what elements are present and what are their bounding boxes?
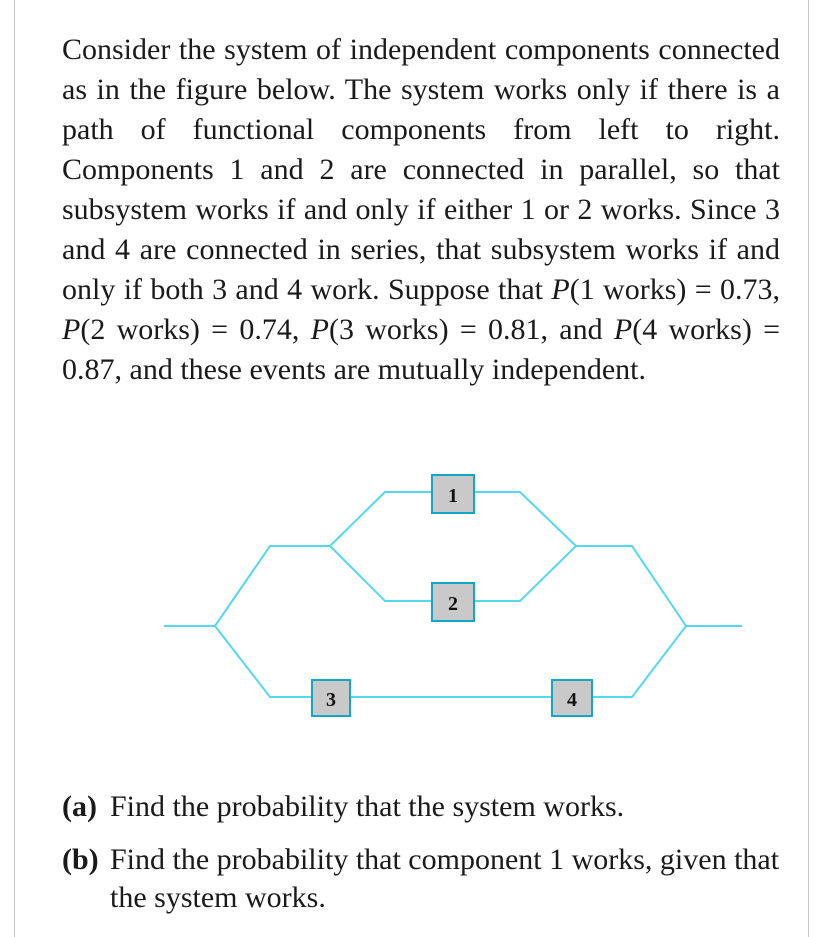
component-2	[432, 583, 474, 621]
component-1-label: 1	[448, 485, 458, 507]
prob-value-2: (2 works) = 0.74,	[80, 313, 311, 346]
parallel-join-bottom	[474, 546, 576, 601]
prob-symbol-2: P	[62, 313, 81, 346]
parallel-split-bottom	[330, 546, 432, 601]
upper-branch-left-diagonal	[215, 546, 330, 626]
problem-text: Consider the system of independent components connected as in the figure below. The system works only if there is a path of functional components from left to right. Components 1 and 2 are connected in parallel, so that subsystem works if and only if either 1 or 2 works. Since 3 and 4 are connected in series, that subsystem works if and only if both 3 and 4 work. Suppose that	[62, 33, 780, 306]
component-4-label: 4	[567, 689, 577, 711]
question-a-label: (a)	[62, 790, 97, 823]
prob-symbol-4: P	[613, 313, 633, 346]
lower-branch-left	[215, 626, 312, 697]
question-list	[62, 788, 782, 932]
component-4	[552, 680, 592, 716]
parallel-join-top	[474, 492, 576, 546]
parallel-split-top	[330, 492, 432, 546]
prob-value-3: (3 works) = 0.81, and	[328, 313, 614, 346]
question-a-text: Find the probability that the system works.	[110, 790, 625, 823]
question-a	[62, 788, 782, 826]
prob-symbol-3: P	[310, 313, 329, 346]
prob-value-4: (4 works) = 0.87, and these events are mutually independent.	[62, 313, 781, 386]
component-2-label: 2	[448, 593, 458, 615]
prob-value-1: (1 works) = 0.73,	[569, 273, 780, 306]
component-3	[312, 680, 350, 716]
component-1	[432, 475, 474, 513]
upper-branch-right-diagonal	[576, 546, 686, 626]
question-b	[62, 841, 782, 917]
component-3-label: 3	[326, 689, 336, 711]
question-b-label: (b)	[62, 843, 99, 876]
question-b-text: Find the probability that component 1 works, given that the system works.	[110, 843, 780, 914]
prob-symbol-1: P	[551, 273, 570, 306]
lower-branch-right	[592, 626, 686, 697]
